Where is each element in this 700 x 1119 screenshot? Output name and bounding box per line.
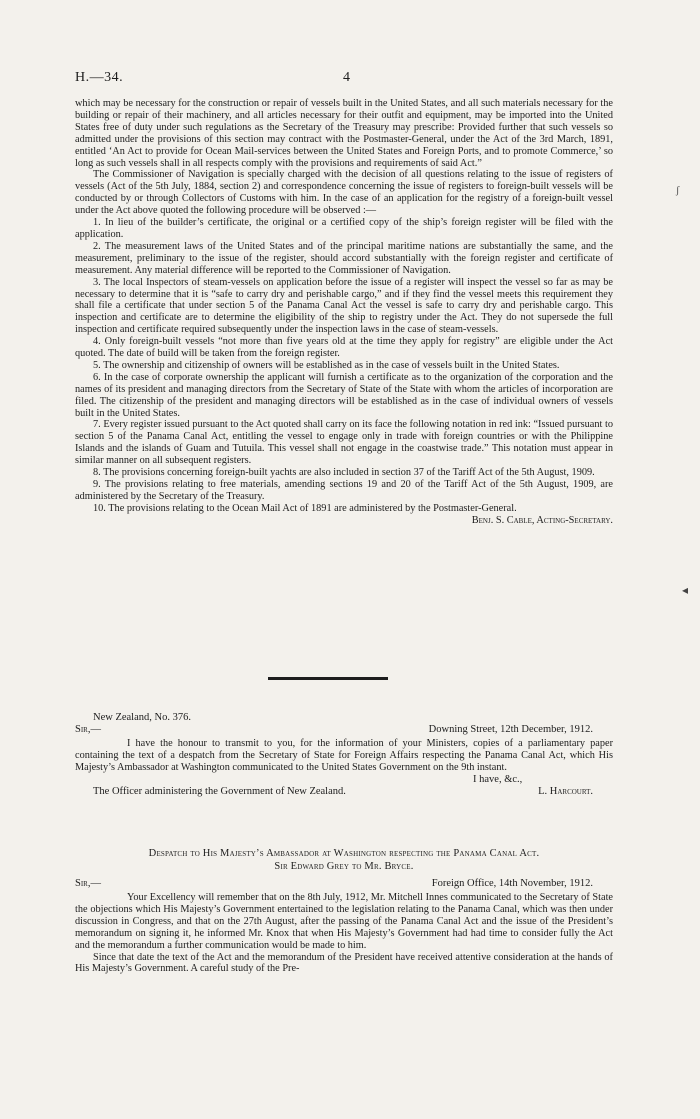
body-paragraph: 1. In lieu of the builder’s certificate, the original or a certified copy of the ship’s foreign register will be filed with the application. [75,217,613,240]
section-divider [268,677,388,680]
harcourt-letter [75,712,613,800]
body-paragraph: 6. In the case of corporate ownership the applicant will furnish a certificate as to the organization of the corporation and the names of its president and managing directors from the Secretary of State of the State with whom the articles of incorporation are filed. The citizenship of the president and managing directors will be established as in the case of individual owners of vessels built in the United States. [75,371,613,419]
body-paragraph: 10. The provisions relating to the Ocean Mail Act of 1891 are administered by the Postmaster-General. [93,502,517,514]
act-regulations-text [75,98,613,527]
body-paragraph: which may be necessary for the construction or repair of vessels built in the United States, and all such materials necessary for the building or repair of their machinery, and all articles necessary for their outfit and equipment, may be imported into the United States free of duty under such regulations as the Secretary of the Treasury may prescribe: Provided further that such vessels so admitted under the provisions of this section may contract with the Postmaster-General, under the Act of the 3rd March, 1891, entitled ‘An Act to provide for Ocean Mail-services between the United States and Foreign Ports, and to promote Commerce,’ so long as such vessels shall in all respects comply with the provisions and requirements of said Act.” [75,98,613,169]
body-paragraph: 4. Only foreign-built vessels “not more than five years old at the time they apply for registry” are eligible under the Act quoted. The date of build will be taken from the foreign register. [75,336,613,360]
place-date: Downing Street, 12th December, 1912. [428,724,593,735]
paper-reference: H.—34. [75,70,124,85]
despatch-paragraph: Since that date the text of the Act and the memorandum of the President have received attentive consideration at the hands of His Majesty’s Government. A careful study of the Pre- [75,951,613,975]
body-paragraph: 7. Every register issued pursuant to the Act quoted shall carry on its face the following notation in red ink: “Issued pursuant to section 5 of the Panama Canal Act, entitling the vessel to engage only in trade with foreign countries or with the Philippine Islands and the islands of Guam and Tutuila. This vessel shall not engage in the coastwise trade.” This notation must appear in similar manner on all subsequent registers. [75,419,613,467]
despatch-paragraph: Your Excellency will remember that on the 8th July, 1912, Mr. Mitchell Innes communicated to the Secretary of State the objections which His Majesty’s Government entertained to the legislation relating to the Panama Canal, which was then under discussion in Congress, and that on the 27th August, after the passing of the Panama Canal Act and the issue of the President’s memorandum on signing it, he informed Mr. Knox that when His Majesty’s Government had had time to consider fully the Act and the memorandum a further communication would be made to him. [75,892,613,951]
margin-mark: ʃ [676,185,680,196]
letter-salutation-row [75,724,613,738]
despatch-reference: New Zealand, No. 376. [93,712,191,723]
signature-harcourt: L. Harcourt. [538,785,593,797]
body-paragraph: 5. The ownership and citizenship of owners will be established as in the case of vessels built in the United States. [93,359,560,371]
salutation: Sir,— [75,724,101,735]
grey-despatch [75,878,613,975]
despatch-subtitle-line: Sir Edward Grey to Mr. Bryce. [274,861,414,872]
signature-cable: Benj. S. Cable, Acting-Secretary. [471,514,613,526]
despatch-title [75,847,613,873]
despatch-salutation-row [75,878,613,892]
addressee: The Officer administering the Government of New Zealand. [93,785,346,797]
letter-body: I have the honour to transmit to you, for the information of your Ministers, copies of a parliamentary paper containing the text of a despatch from the Secretary of State for Foreign Affairs respecting the Panama Canal Act, which His Majesty’s Ambassador at Washington communicated to the United States Government on the 9th instant. [75,738,613,773]
body-paragraph: 8. The provisions concerning foreign-built yachts are also included in section 37 of the Tariff Act of the 5th August, 1909. [93,467,595,479]
margin-mark: ◂ [682,583,689,597]
letter-body-wrap [75,738,613,774]
letter-signature-row [75,786,613,800]
body-paragraph: 3. The local Inspectors of steam-vessels on application before the issue of a register will inspect the vessel so far as may be necessary to determine that it is “safe to carry dry and perishable cargo,” and if they find the vessel meets this requirement they shall file a certificate that under section 5 of the Panama Canal Act the vessel is safe to carry dry and perishable cargo. This inspection and certificate are to determine the eligibility of the ship to registry under the Act. They do not supersede the full inspection and certificate required subsequently under the inspection laws in the case of steam-vessels. [75,276,613,336]
body-paragraph: 9. The provisions relating to free materials, amending sections 19 and 20 of the Tariff Act of the 5th August, 1909, are administered by the Secretary of the Treasury. [75,479,613,502]
body-paragraph: The Commissioner of Navigation is specially charged with the decision of all questions relating to the issue of registers of vessels (Act of the 5th July, 1884, section 2) and correspondence concerning the issue of registers to foreign-built vessels will be conducted by or through Collectors of Customs with him. In the case of an application for the registry of a foreign-built vessel under the Act above quoted the following procedure will be observed :— [75,169,613,217]
place-date: Foreign Office, 14th November, 1912. [431,878,593,889]
body-paragraph: 2. The measurement laws of the United States and of the principal maritime nations are substantially the same, and the measurement, preliminary to the issue of the register, should accord substantially with the foreign register and certificate of measurement. Any material difference will be reported to the Commissioner of Navigation. [75,240,613,276]
despatch-title-line: Despatch to His Majesty’s Ambassador at Washington respecting the Panama Canal Act. [148,848,540,859]
page-number: 4 [343,70,350,85]
salutation: Sir,— [75,878,101,889]
despatch-body-wrap [75,892,613,975]
letter-closing: I have, &c., [473,773,523,785]
